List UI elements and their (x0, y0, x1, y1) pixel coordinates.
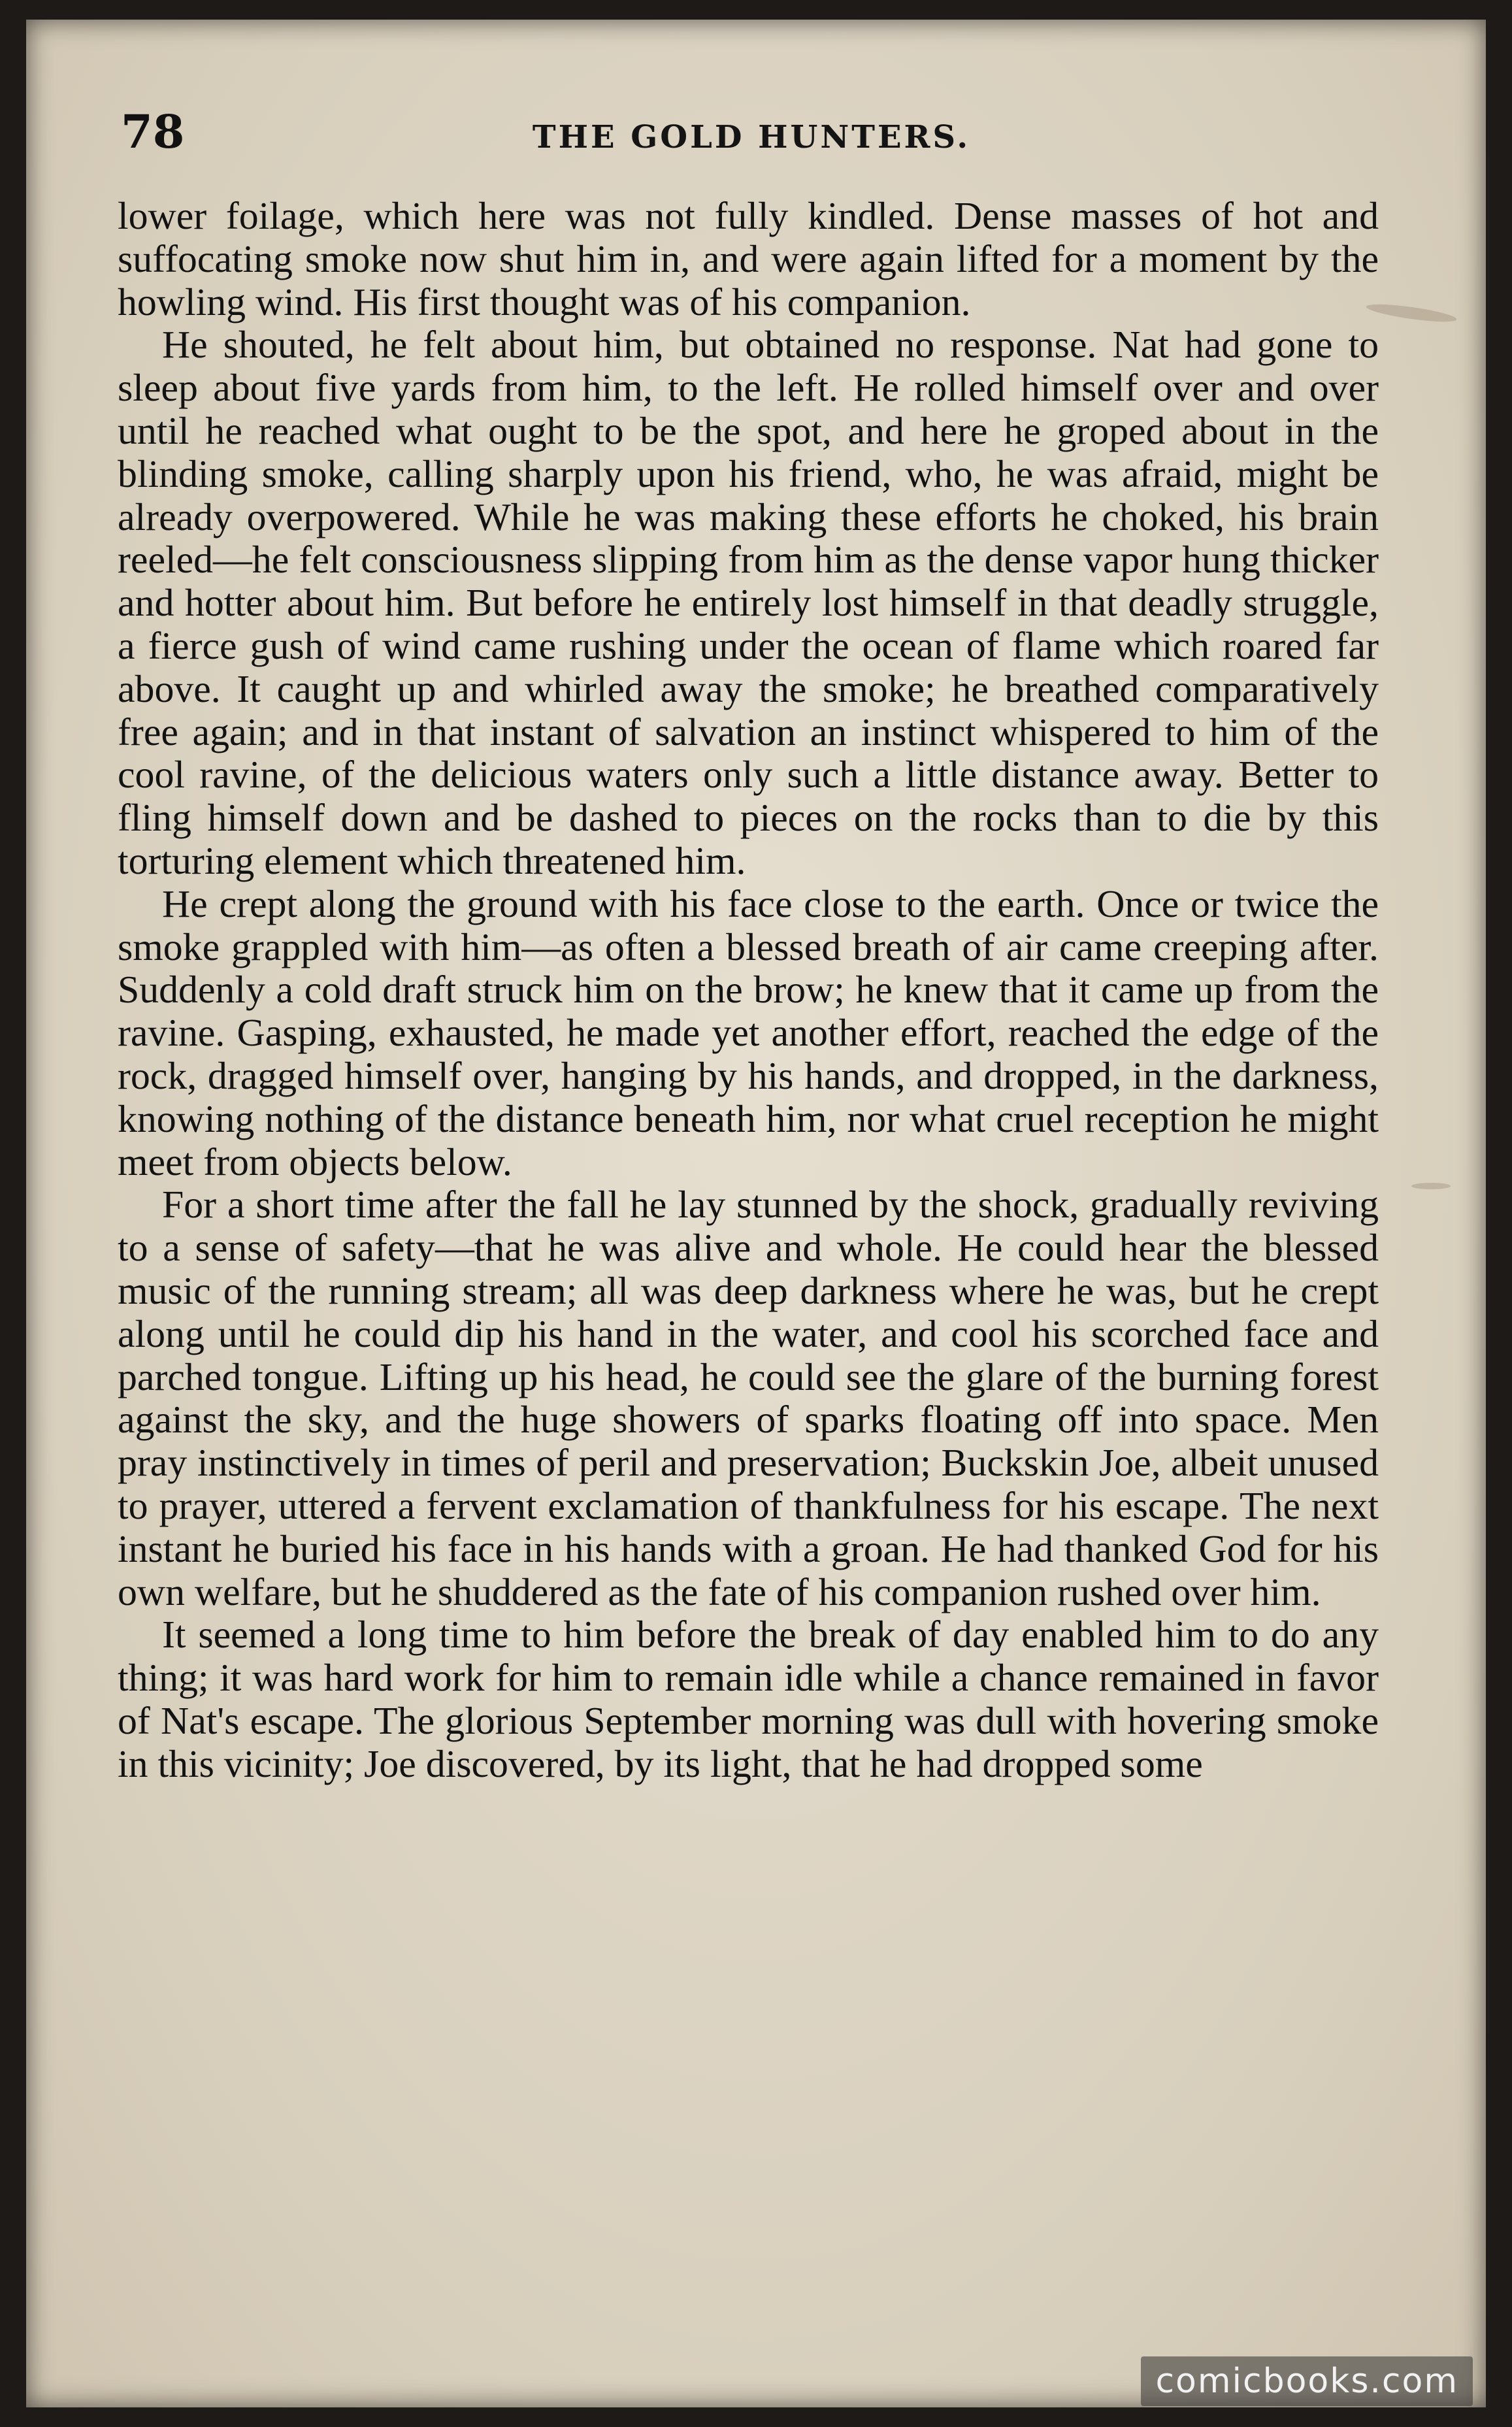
paragraph: lower foilage, which here was not fully kindled. Dense masses of hot and suffocating smoke now shut him in, and were again lifted for a moment by the howling wind. His first thought was of his companion. (118, 194, 1379, 323)
paragraph: For a short time after the fall he lay stunned by the shock, gradually reviving to a sense of safety—that he was alive and whole. He could hear the blessed music of the running stream; all was deep darkness where he was, but he crept along until he could dip his hand in the water, and cool his scorched face and parched tongue. Lifting up his head, he could see the glare of the burning forest against the sky, and the huge showers of sparks floating off into space. Men pray instinctively in times of peril and preservation; Buckskin Joe, albeit unused to prayer, uttered a fervent exclamation of thankfulness for his escape. The next instant he buried his face in his hands with a groan. He had thanked God for his own welfare, but he shuddered as the fate of his companion rushed over him. (118, 1183, 1379, 1613)
page-number: 78 (121, 105, 185, 159)
paragraph: He crept along the ground with his face close to the earth. Once or twice the smoke grappled with him—as often a blessed breath of air came creeping after. Suddenly a cold draft struck him on the brow; he knew that it came up from the ravine. Gasping, exhausted, he made yet another effort, reached the edge of the rock, dragged himself over, hanging by his hands, and dropped, in the darkness, knowing nothing of the distance beneath him, nor what cruel reception he might meet from objects below. (118, 882, 1379, 1183)
running-title: THE GOLD HUNTERS. (532, 119, 971, 156)
paragraph: He shouted, he felt about him, but obtained no response. Nat had gone to sleep about five yards from him, to the left. He rolled himself over and over until he reached what ought to be the spot, and here he groped about in the blinding smoke, calling sharply upon his friend, who, he was afraid, might be already overpowered. While he was making these efforts he choked, his brain reeled—he felt consciousness slipping from him as the dense vapor hung thicker and hotter about him. But before he entirely lost himself in that deadly struggle, a fierce gush of wind came rushing under the ocean of flame which roared far above. It caught up and whirled away the smoke; he breathed comparatively free again; and in that instant of salvation an instinct whispered to him of the cool ravine, of the delicious waters only such a little distance away. Better to fling himself down and be dashed to pieces on the rocks than to die by this torturing element which threatened him. (118, 323, 1379, 882)
book-page (26, 20, 1486, 2407)
paragraph: It seemed a long time to him before the break of day enabled him to do any thing; it was hard work for him to remain idle while a chance remained in favor of Nat's escape. The glorious September morning was dull with hovering smoke in this vicinity; Joe discovered, by its light, that he had dropped some (118, 1613, 1379, 1785)
paper-stain (1411, 1183, 1451, 1189)
page-header (121, 98, 1382, 170)
paper-stain (1365, 301, 1457, 325)
body-text (118, 195, 1379, 1785)
watermark: comicbooks.com (1141, 2356, 1473, 2406)
